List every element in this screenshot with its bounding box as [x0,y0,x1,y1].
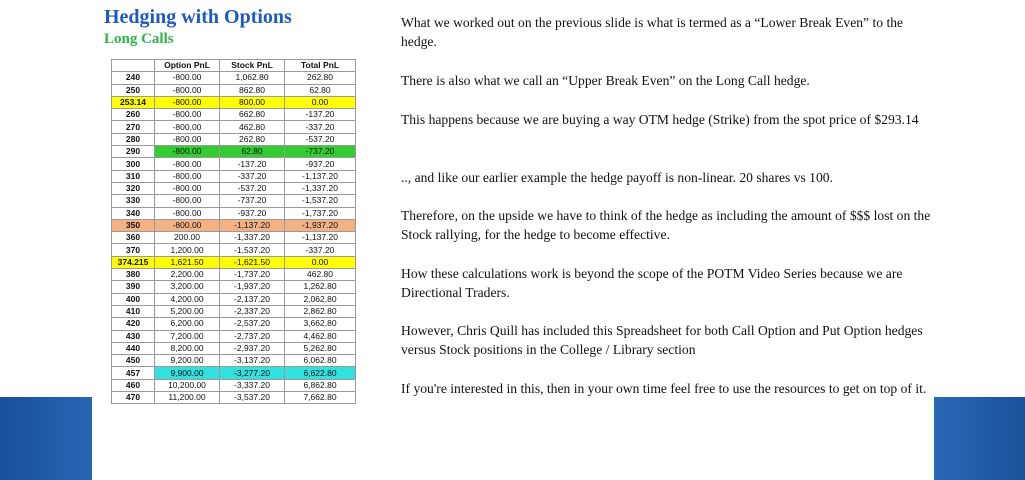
row-option-pnl: 6,200.00 [155,318,220,330]
table-row [112,121,356,133]
row-stock-pnl: -2,137.20 [220,293,285,305]
row-strike: 290 [112,146,155,158]
row-option-pnl: 9,900.00 [155,367,220,379]
row-total-pnl: 3,662.80 [285,318,356,330]
row-stock-pnl: -2,737.20 [220,330,285,342]
row-option-pnl: 5,200.00 [155,305,220,317]
row-option-pnl: 10,200.00 [155,379,220,391]
row-strike: 260 [112,109,155,121]
table-row [112,342,356,354]
table-row [112,182,356,194]
row-strike: 250 [112,84,155,96]
table-row [112,84,356,96]
row-option-pnl: 3,200.00 [155,281,220,293]
footer-band-right [934,397,1025,480]
row-strike: 430 [112,330,155,342]
row-strike: 380 [112,269,155,281]
row-strike: 460 [112,379,155,391]
row-stock-pnl: -2,337.20 [220,305,285,317]
header-option-pnl: Option PnL [155,60,220,72]
row-strike: 450 [112,355,155,367]
pnl-table [111,59,356,404]
row-strike: 300 [112,158,155,170]
table-row [112,379,356,391]
row-total-pnl: -137.20 [285,109,356,121]
row-option-pnl: 1,200.00 [155,244,220,256]
row-stock-pnl: -3,337.20 [220,379,285,391]
row-option-pnl: -800.00 [155,182,220,194]
row-total-pnl: -537.20 [285,133,356,145]
row-stock-pnl: 800.00 [220,96,285,108]
row-stock-pnl: -1,621.50 [220,256,285,268]
row-strike: 280 [112,133,155,145]
row-option-pnl: -800.00 [155,207,220,219]
row-option-pnl: -800.00 [155,170,220,182]
row-total-pnl: 62.80 [285,84,356,96]
row-option-pnl: 200.00 [155,232,220,244]
row-option-pnl: -800.00 [155,109,220,121]
row-strike: 410 [112,305,155,317]
row-option-pnl: -800.00 [155,84,220,96]
row-total-pnl: -1,737.20 [285,207,356,219]
row-option-pnl: 7,200.00 [155,330,220,342]
row-strike: 420 [112,318,155,330]
footer-band-left [0,397,92,480]
paragraph-lower-break-even: What we worked out on the previous slide is what is termed as a “Lower Break Even” to the hedge. [401,15,904,49]
row-option-pnl: 11,200.00 [155,392,220,404]
row-strike: 320 [112,182,155,194]
paragraph-upside: Therefore, on the upside we have to think of the hedge as including the amount of $$$ lost on the Stock rallying, for the hedge to become effective. [401,208,931,242]
table-row [112,133,356,145]
table-row [112,355,356,367]
row-total-pnl: 7,662.80 [285,392,356,404]
row-strike: 360 [112,232,155,244]
paragraph-spreadsheet: However, Chris Quill has included this Spreadsheet for both Call Option and Put Option hedges versus Stock positions in the College / Library section [401,323,923,357]
row-total-pnl: 0.00 [285,256,356,268]
row-stock-pnl: -1,537.20 [220,244,285,256]
table-header-row [112,60,356,72]
header-stock-pnl: Stock PnL [220,60,285,72]
table-row [112,96,356,108]
row-total-pnl: 262.80 [285,72,356,84]
row-stock-pnl: 262.80 [220,133,285,145]
row-total-pnl: 2,062.80 [285,293,356,305]
row-total-pnl: 5,262.80 [285,342,356,354]
row-strike: 370 [112,244,155,256]
row-total-pnl: 1,262.80 [285,281,356,293]
table-row [112,392,356,404]
table-row [112,256,356,268]
row-stock-pnl: -2,537.20 [220,318,285,330]
table-row [112,305,356,317]
row-strike: 310 [112,170,155,182]
row-option-pnl: 1,621.50 [155,256,220,268]
row-strike: 340 [112,207,155,219]
table-row [112,158,356,170]
table-row [112,109,356,121]
row-total-pnl: 6,622.80 [285,367,356,379]
row-total-pnl: -1,137.20 [285,170,356,182]
table-row [112,170,356,182]
row-option-pnl: -800.00 [155,195,220,207]
row-stock-pnl: -1,737.20 [220,269,285,281]
row-stock-pnl: -1,337.20 [220,232,285,244]
table-row [112,281,356,293]
row-option-pnl: -800.00 [155,133,220,145]
row-stock-pnl: -3,277.20 [220,367,285,379]
row-stock-pnl: -2,937.20 [220,342,285,354]
row-total-pnl: 462.80 [285,269,356,281]
row-stock-pnl: -337.20 [220,170,285,182]
row-strike: 390 [112,281,155,293]
row-total-pnl: 6,062.80 [285,355,356,367]
row-stock-pnl: 862.80 [220,84,285,96]
row-total-pnl: -737.20 [285,146,356,158]
paragraph-otm-hedge: This happens because we are buying a way OTM hedge (Strike) from the spot price of $293.14 [401,112,919,127]
header-total-pnl: Total PnL [285,60,356,72]
row-total-pnl: -1,137.20 [285,232,356,244]
row-option-pnl: -800.00 [155,72,220,84]
row-strike: 350 [112,219,155,231]
row-stock-pnl: 462.80 [220,121,285,133]
row-option-pnl: 4,200.00 [155,293,220,305]
row-stock-pnl: -1,937.20 [220,281,285,293]
table-row [112,269,356,281]
row-total-pnl: -337.20 [285,244,356,256]
row-total-pnl: 2,862.80 [285,305,356,317]
row-option-pnl: -800.00 [155,121,220,133]
paragraph-resources: If you're interested in this, then in your own time feel free to use the resources to get on top of it. [401,381,927,396]
row-total-pnl: -1,337.20 [285,182,356,194]
table-body [112,72,356,404]
table-row [112,244,356,256]
row-stock-pnl: 1,062.80 [220,72,285,84]
table-row [112,232,356,244]
table-row [112,367,356,379]
row-stock-pnl: -1,137.20 [220,219,285,231]
row-strike: 330 [112,195,155,207]
row-strike: 440 [112,342,155,354]
table-row [112,146,356,158]
paragraph-scope: How these calculations work is beyond the scope of the POTM Video Series because we are Directional Traders. [401,266,903,300]
row-option-pnl: -800.00 [155,158,220,170]
row-option-pnl: -800.00 [155,146,220,158]
row-option-pnl: 2,200.00 [155,269,220,281]
table-row [112,219,356,231]
slide-title: Hedging with Options [104,6,292,28]
row-strike: 270 [112,121,155,133]
row-stock-pnl: -3,537.20 [220,392,285,404]
paragraph-non-linear: .., and like our earlier example the hedge payoff is non-linear. 20 shares vs 100. [401,170,833,185]
row-strike: 253.14 [112,96,155,108]
row-stock-pnl: -737.20 [220,195,285,207]
row-total-pnl: -1,937.20 [285,219,356,231]
row-option-pnl: -800.00 [155,219,220,231]
table-row [112,207,356,219]
row-total-pnl: 0.00 [285,96,356,108]
row-stock-pnl: -137.20 [220,158,285,170]
paragraph-upper-break-even: There is also what we call an “Upper Break Even” on the Long Call hedge. [401,73,810,88]
row-strike: 400 [112,293,155,305]
row-total-pnl: 4,462.80 [285,330,356,342]
row-stock-pnl: -3,137.20 [220,355,285,367]
row-total-pnl: -937.20 [285,158,356,170]
slide-subtitle: Long Calls [104,31,174,47]
table-row [112,293,356,305]
table-row [112,330,356,342]
header-strike [112,60,155,72]
row-strike: 470 [112,392,155,404]
table-row [112,318,356,330]
row-stock-pnl: 62.80 [220,146,285,158]
row-option-pnl: 8,200.00 [155,342,220,354]
row-option-pnl: 9,200.00 [155,355,220,367]
row-option-pnl: -800.00 [155,96,220,108]
row-stock-pnl: -537.20 [220,182,285,194]
row-strike: 457 [112,367,155,379]
table-row [112,195,356,207]
row-stock-pnl: -937.20 [220,207,285,219]
row-strike: 374.215 [112,256,155,268]
row-strike: 240 [112,72,155,84]
row-total-pnl: 6,862.80 [285,379,356,391]
row-total-pnl: -1,537.20 [285,195,356,207]
row-stock-pnl: 662.80 [220,109,285,121]
row-total-pnl: -337.20 [285,121,356,133]
table-row [112,72,356,84]
